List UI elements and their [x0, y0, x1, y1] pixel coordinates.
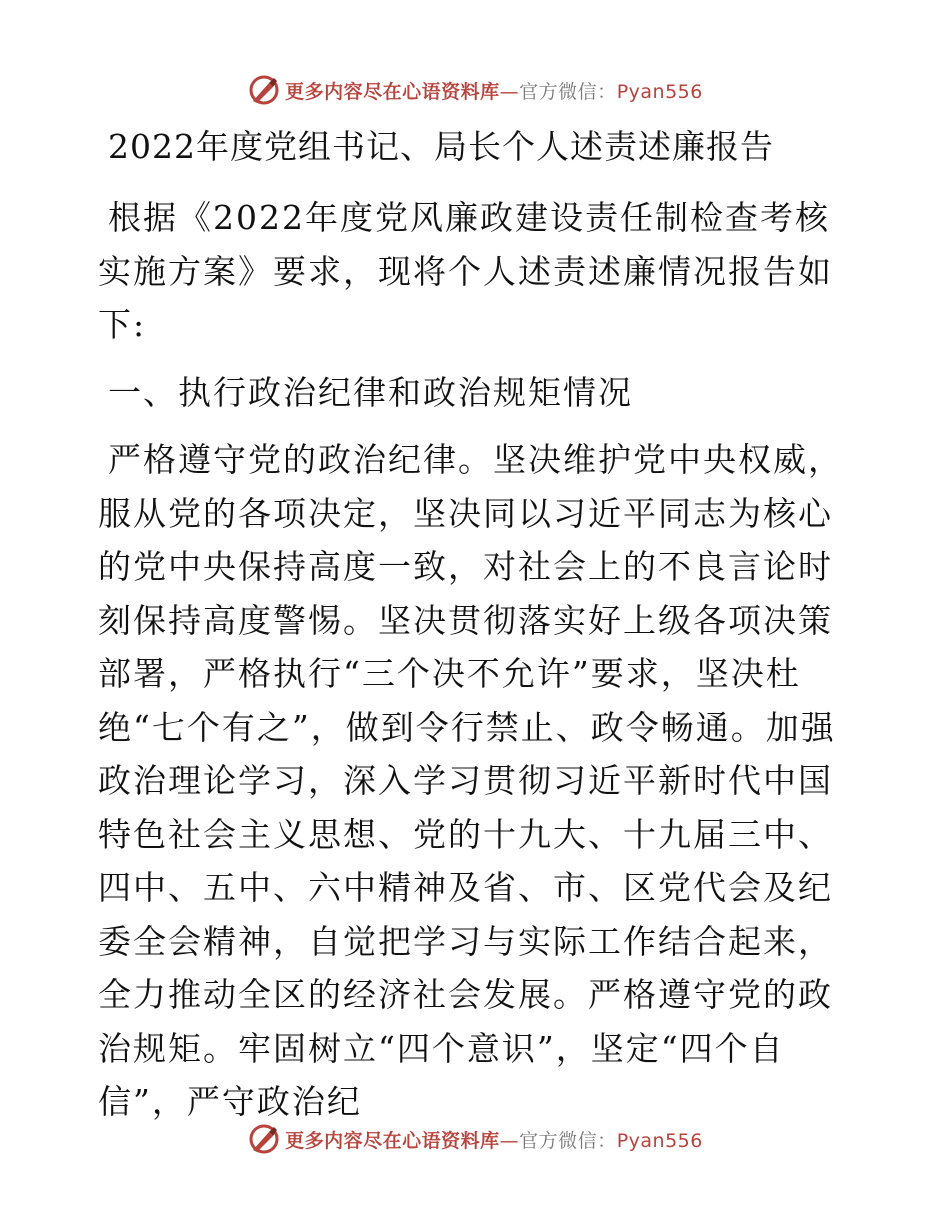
section-heading: 一、执行政治纪律和政治规矩情况 — [108, 372, 633, 412]
section-body-paragraph: 严格遵守党的政治纪律。坚决维护党中央权威，服从党的各项决定，坚决同以习近平同志为核心的党中央保持高度一致，对社会上的不良言论时刻保持高度警惕。坚决贯彻落实好上级各项决策部署，严格执行“三个决不允许”要求，坚决杜绝“七个有之”，做到令行禁止、政令畅通。加强政治理论学习，深入学习贯彻习近平新时代中国特色社会主义思想、党的十九大、十九届三中、四中、五中、六中精神及省、市、区党代会及纪委全会精神，自觉把学习与实际工作结合起来，全力推动全区的经济社会发展。严格遵守党的政治规矩。牢固树立“四个意识”，坚定“四个自信”，严守政治纪 — [98, 440, 843, 1121]
watermark-main: 更多内容尽在心语资料库 — [285, 1129, 500, 1152]
watermark-text — [285, 1126, 703, 1153]
document-title: 2022年度党组书记、局长个人述责述廉报告 — [108, 127, 774, 166]
footer-watermark — [0, 1119, 950, 1159]
watermark-official: 官方微信： — [519, 80, 617, 103]
watermark-dash: — — [499, 80, 520, 103]
header-watermark — [0, 70, 950, 110]
document-body — [98, 120, 858, 1129]
intro-paragraph: 根据《2022年度党风廉政建设责任制检查考核实施方案》要求，现将个人述责述廉情况报告如下: — [98, 198, 833, 344]
pen-logo-icon — [247, 1122, 281, 1156]
watermark-id: Pyan556 — [616, 80, 703, 103]
watermark-dash: — — [499, 1129, 520, 1152]
watermark-official: 官方微信： — [519, 1129, 617, 1152]
watermark-text — [285, 77, 703, 104]
watermark-main: 更多内容尽在心语资料库 — [285, 80, 500, 103]
watermark-id: Pyan556 — [616, 1129, 703, 1152]
pen-logo-icon — [247, 73, 281, 107]
